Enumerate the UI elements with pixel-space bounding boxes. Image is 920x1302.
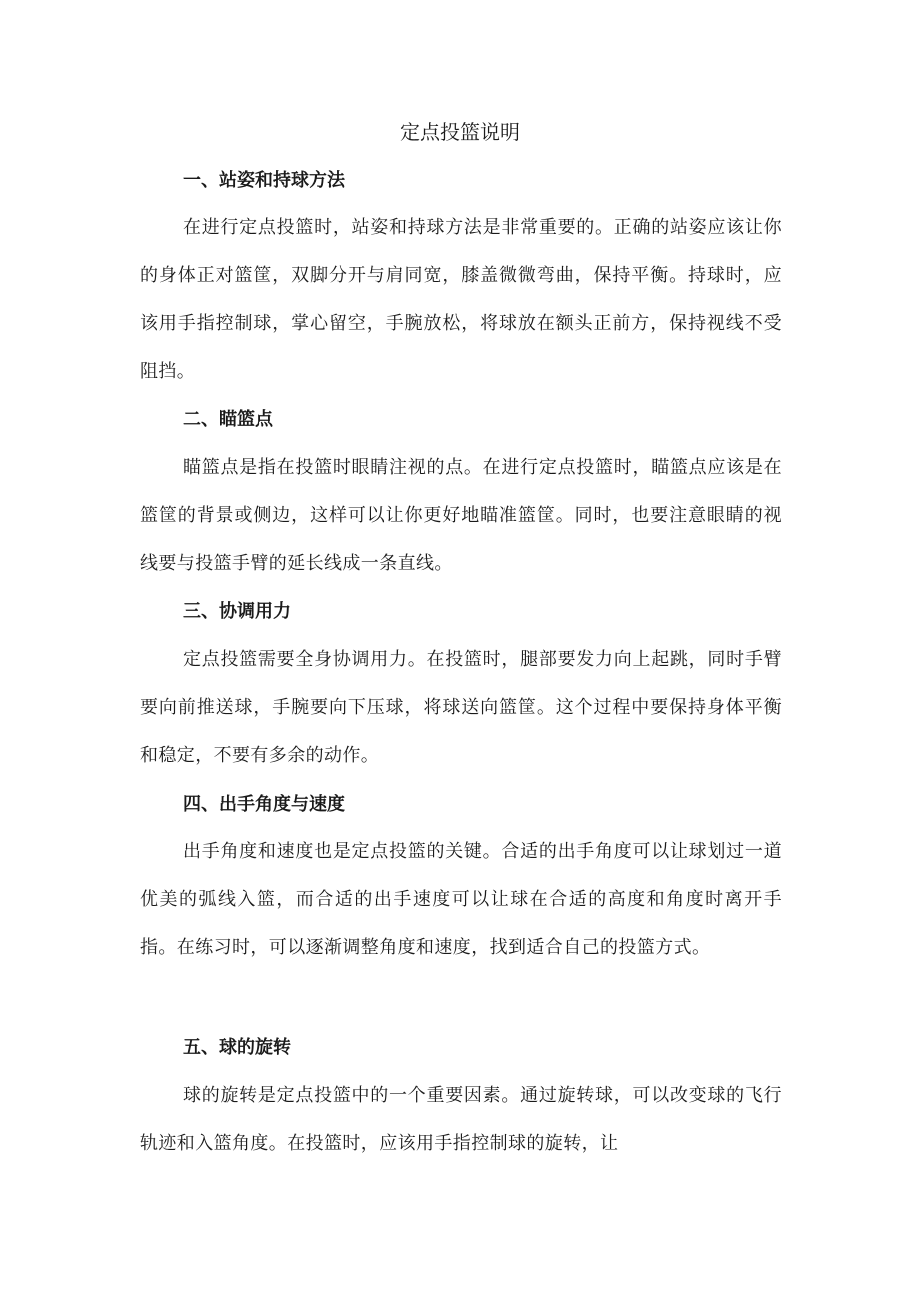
section-body-coordination: 定点投篮需要全身协调用力。在投篮时，腿部要发力向上起跳，同时手臂要向前推送球，手腕要向下压球，将球送向篮筐。这个过程中要保持身体平衡和稳定，不要有多余的动作。 <box>140 649 782 766</box>
section-heading-stance: 一、站姿和持球方法 <box>183 170 345 191</box>
section-heading-aim-point: 二、瞄篮点 <box>183 409 273 430</box>
section-body-release: 出手角度和速度也是定点投篮的关键。合适的出手角度可以让球划过一道优美的弧线入篮，而合适的出手速度可以让球在合适的高度和角度时离开手指。在练习时，可以逐渐调整角度和速度，找到适合自己的投篮方式。 <box>140 841 782 958</box>
section-body-stance: 在进行定点投篮时，站姿和持球方法是非常重要的。正确的站姿应该让你的身体正对篮筐，双脚分开与肩同宽，膝盖微微弯曲，保持平衡。持球时，应该用手指控制球，掌心留空，手腕放松，将球放在额头正前方，保持视线不受阻挡。 <box>140 217 782 382</box>
section-heading-spin: 五、球的旋转 <box>183 1037 291 1058</box>
section-body-aim-point: 瞄篮点是指在投篮时眼睛注视的点。在进行定点投篮时，瞄篮点应该是在篮筐的背景或侧边，这样可以让你更好地瞄准篮筐。同时，也要注意眼睛的视线要与投篮手臂的延长线成一条直线。 <box>140 457 782 574</box>
section-body-spin: 球的旋转是定点投篮中的一个重要因素。通过旋转球，可以改变球的飞行轨迹和入篮角度。在投篮时，应该用手指控制球的旋转，让 <box>140 1085 782 1154</box>
section-heading-release: 四、出手角度与速度 <box>183 794 345 815</box>
section-heading-coordination: 三、协调用力 <box>183 601 291 622</box>
document-title: 定点投篮说明 <box>400 120 520 144</box>
